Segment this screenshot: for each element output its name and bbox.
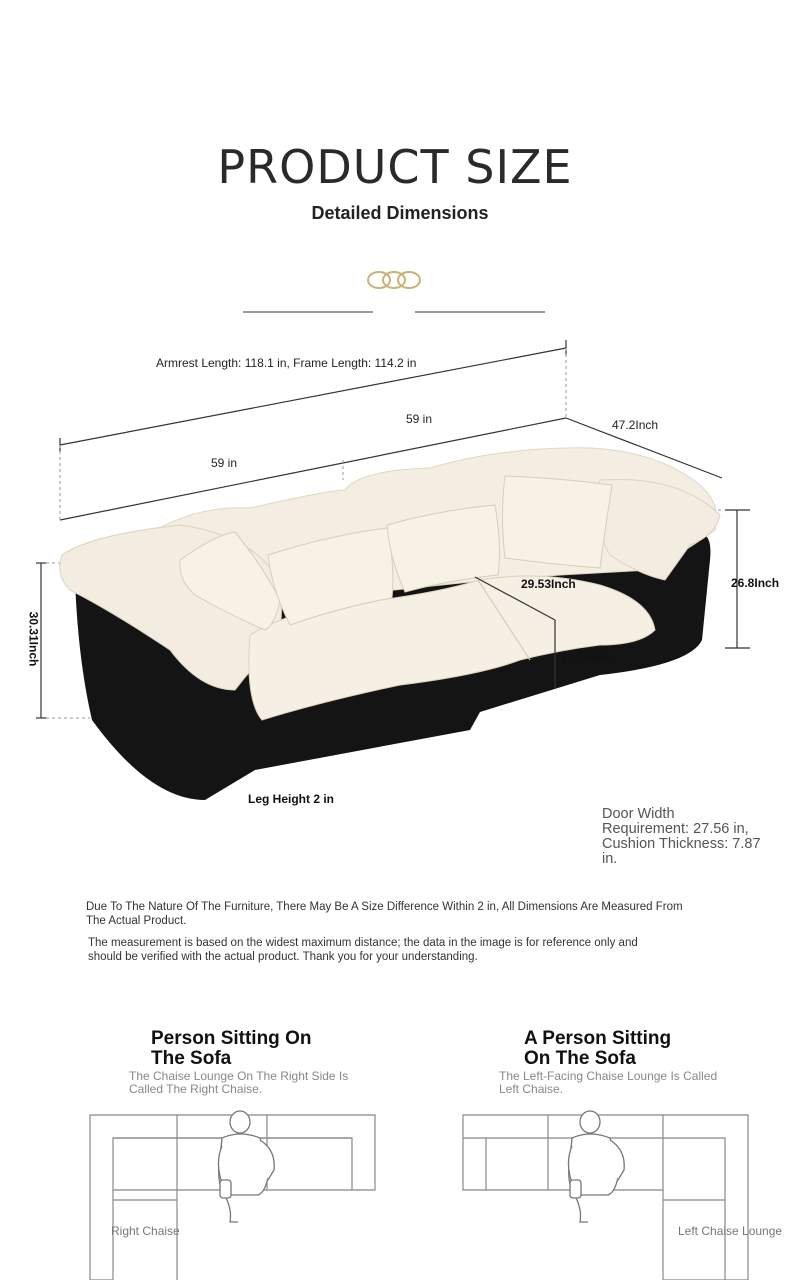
section-left-label: 59 in — [211, 456, 238, 470]
overall-length-label: Armrest Length: 118.1 in, Frame Length: 114.2 in — [156, 356, 417, 370]
person-sitting-icon — [564, 1110, 634, 1230]
page-title: PRODUCT SIZE — [217, 140, 573, 194]
arm-height-label: 26.8Inch — [731, 576, 780, 590]
door-width-note: Door Width Requirement: 27.56 in, Cushion Thickness: 7.87 in. — [602, 806, 761, 867]
tolerance-note: Due To The Nature Of The Furniture, There May Be A Size Difference Within 2 in, All Dimensions Are Measured From The Actual Product. — [86, 901, 683, 927]
divider-right — [415, 311, 545, 313]
sofa-dimension-diagram — [0, 330, 790, 820]
view-1-label: Right Chaise — [111, 1224, 180, 1238]
leg-height-label: Leg Height 2 in — [248, 792, 335, 806]
view-1-caption: The Chaise Lounge On The Right Side Is Called The Right Chaise. — [129, 1069, 349, 1096]
page-subtitle: Detailed Dimensions — [311, 203, 489, 223]
depth-label: 47.2Inch — [612, 418, 659, 432]
total-height-label: 30.31Inch — [26, 611, 41, 667]
view-2-title-line2: On The Sofa — [524, 1048, 636, 1069]
seat-height-label: 16.5Inch — [561, 651, 610, 665]
section-right-label: 59 in — [406, 412, 433, 426]
view-1-title-line2: The Sofa — [151, 1048, 232, 1069]
measurement-note: The measurement is based on the widest maximum distance; the data in the image is for reference only and should be verified with the actual product. Thank you for your understanding. — [88, 937, 638, 963]
divider-left — [243, 311, 373, 313]
view-1-title-line1: Person Sitting On — [151, 1028, 312, 1049]
view-2-caption: The Left-Facing Chaise Lounge Is Called Left Chaise. — [499, 1069, 718, 1096]
person-sitting-icon — [214, 1110, 284, 1230]
rings-ornament-icon — [365, 266, 423, 294]
seat-depth-label: 29.53Inch — [521, 577, 576, 591]
view-2-label: Left Chaise Lounge — [678, 1224, 783, 1238]
view-2-title-line1: A Person Sitting — [524, 1028, 672, 1049]
